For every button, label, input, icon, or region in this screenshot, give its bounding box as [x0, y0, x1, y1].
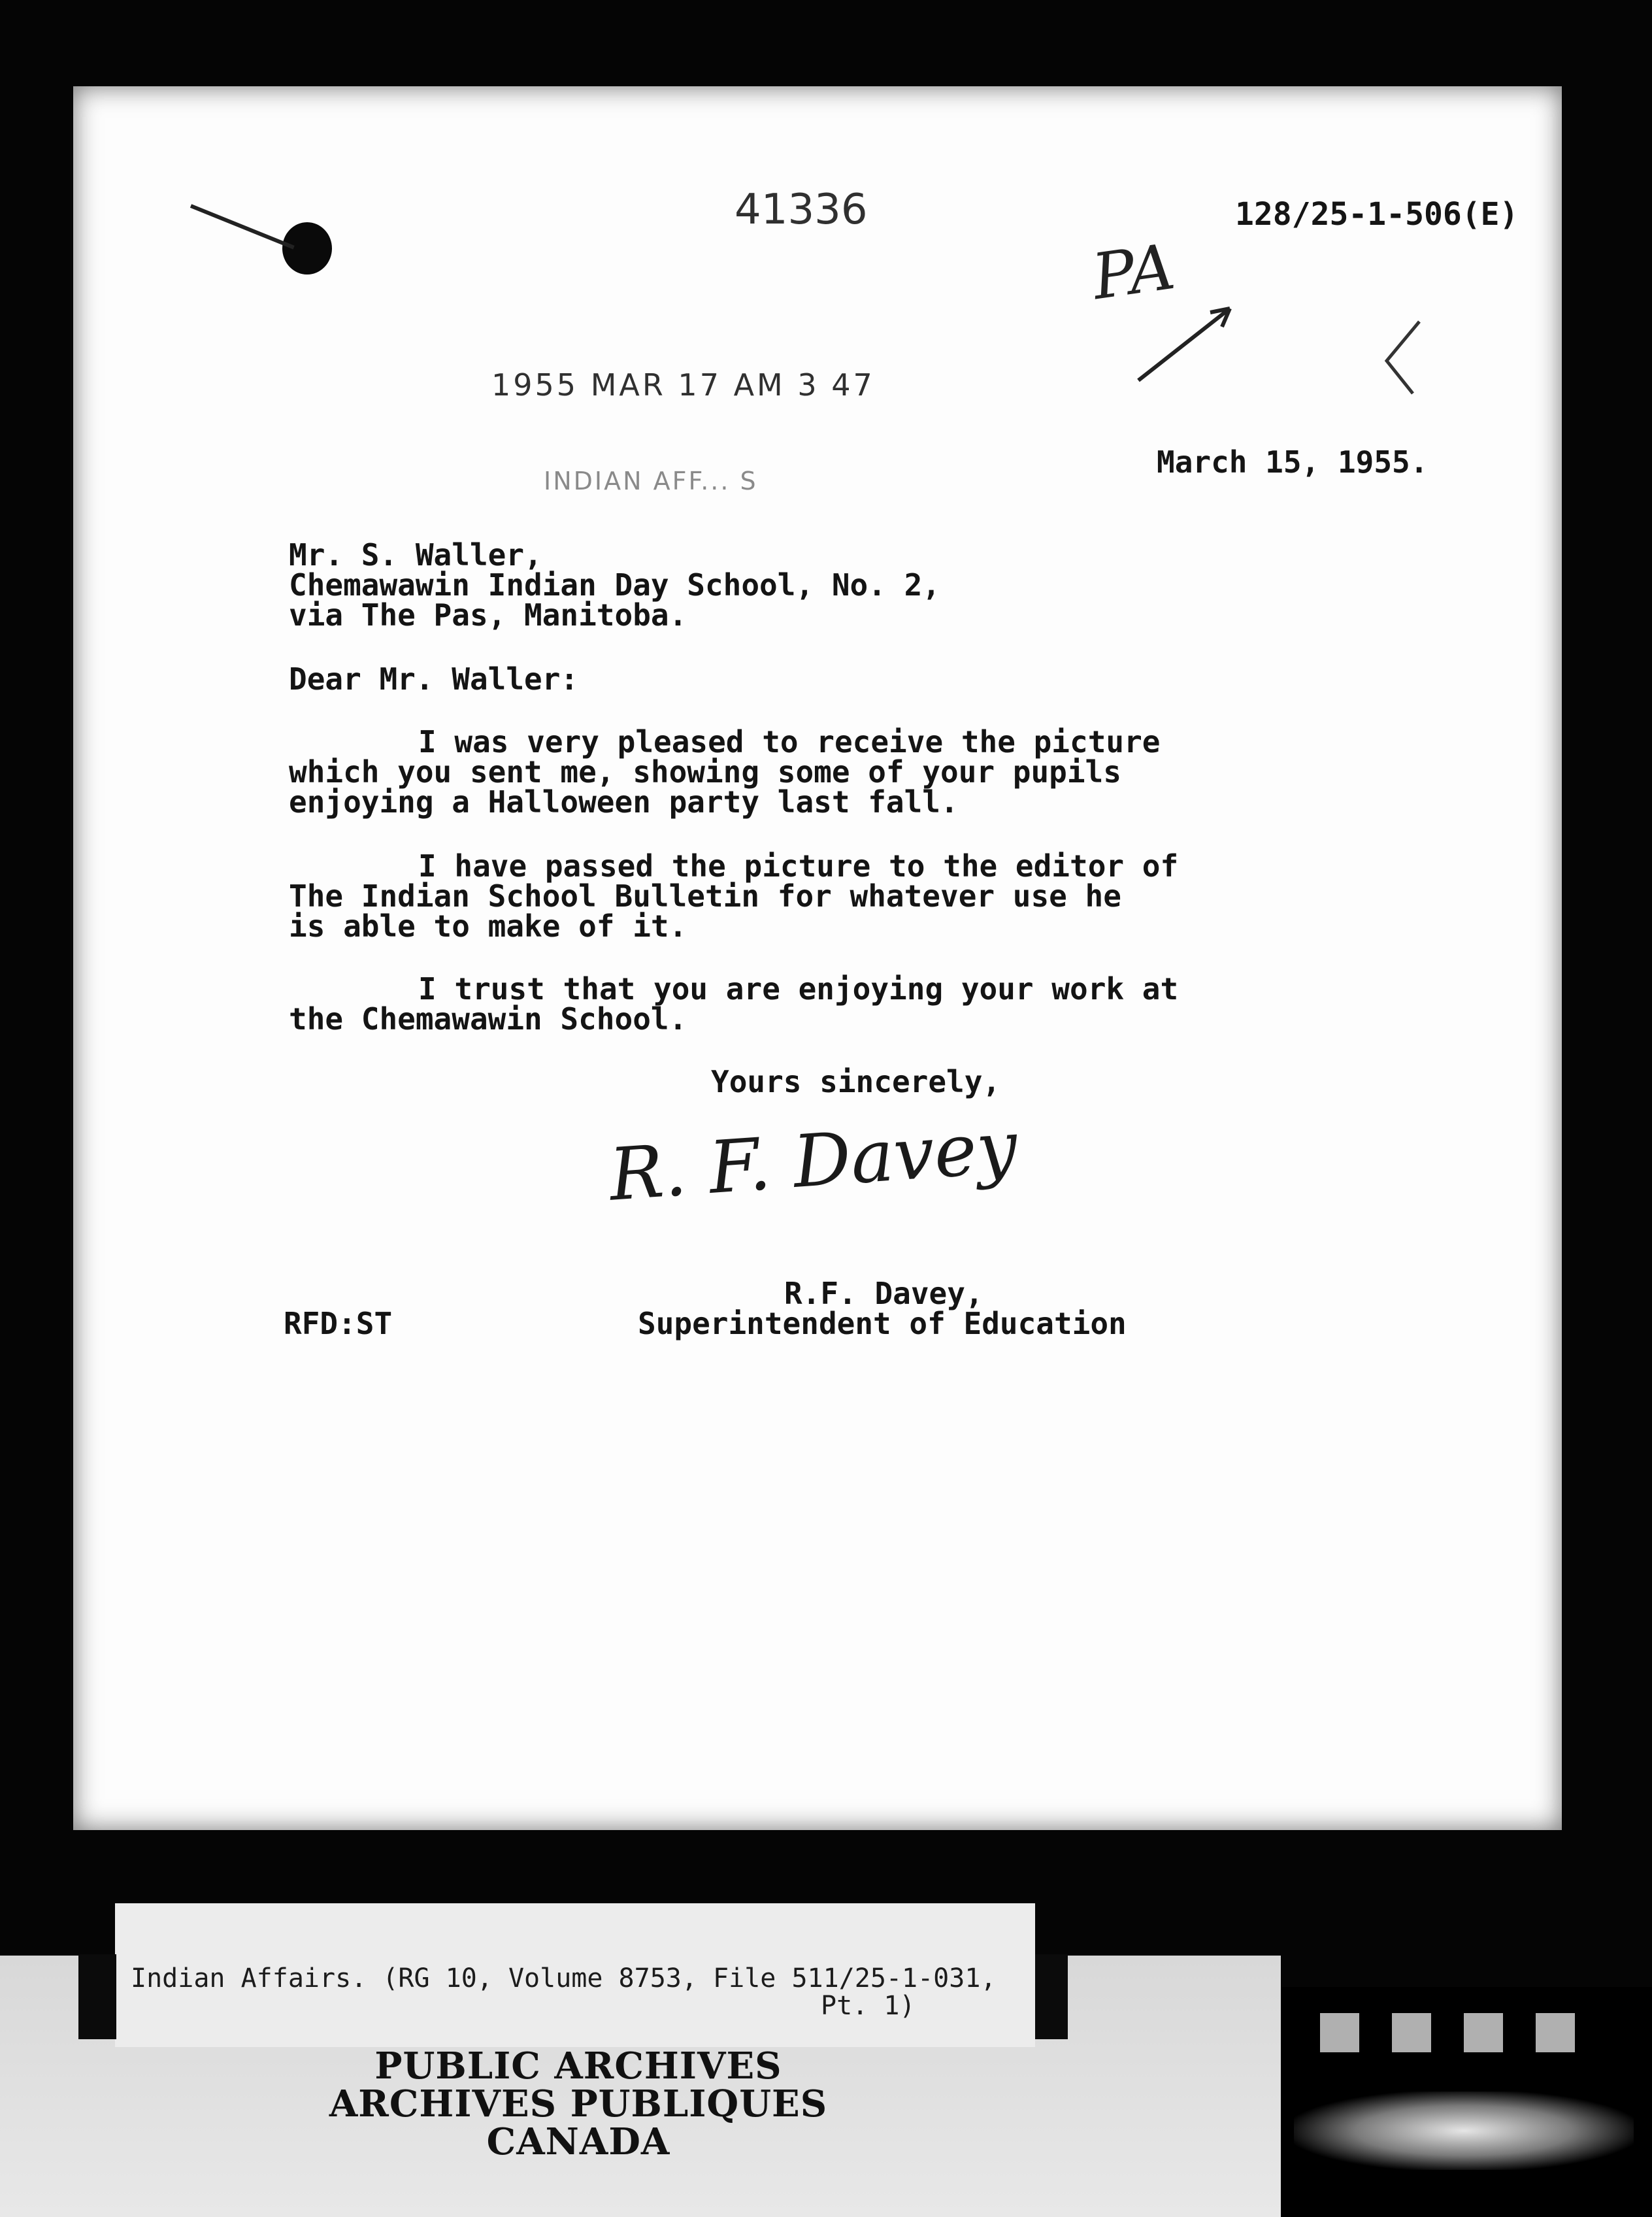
paragraph-line: I was very pleased to receive the picture	[418, 724, 1161, 759]
paragraph-line: I trust that you are enjoying your work at	[418, 971, 1179, 1007]
paragraph-line: is able to make of it.	[289, 908, 687, 944]
handwritten-signature: R. F. Davey	[606, 1105, 1020, 1217]
paragraph-line: which you sent me, showing some of your pupils	[289, 754, 1121, 790]
label-tab-right	[1035, 1954, 1068, 2039]
signer-name: R.F. Davey,	[784, 1276, 983, 1311]
signer-title: Superintendent of Education	[638, 1306, 1127, 1341]
recipient-line: Chemawawin Indian Day School, No. 2,	[289, 567, 940, 603]
recipient-line: Mr. S. Waller,	[289, 537, 542, 573]
handwritten-initials: PA	[1087, 229, 1180, 314]
punch-hole	[282, 222, 332, 275]
registry-number: 41336	[735, 186, 868, 234]
letter-page	[73, 86, 1562, 1830]
check-mark	[1374, 315, 1439, 407]
recipient-line: via The Pas, Manitoba.	[289, 597, 687, 633]
handwritten-arrow	[1132, 269, 1276, 387]
pen-mark	[190, 204, 295, 249]
reference-initials: RFD:ST	[284, 1306, 393, 1341]
label-tab-left	[78, 1954, 116, 2039]
salutation: Dear Mr. Waller:	[289, 661, 579, 697]
citation-line: Pt. 1)	[821, 1991, 916, 2021]
department-stamp: INDIAN AFF... S	[544, 467, 758, 495]
film-frame-edge	[1281, 1987, 1652, 2217]
archive-country: CANADA	[486, 2120, 670, 2163]
archive-name-en: PUBLIC ARCHIVES	[374, 2044, 782, 2088]
citation-line: Indian Affairs. (RG 10, Volume 8753, File 511/25-1-031,	[131, 1963, 997, 1993]
paragraph-line: enjoying a Halloween party last fall.	[289, 784, 959, 820]
closing: Yours sincerely,	[711, 1064, 1001, 1099]
file-number: 128/25-1-506(E)	[1235, 196, 1519, 233]
paragraph-line: the Chemawawin School.	[289, 1001, 687, 1037]
letter-date: March 15, 1955.	[1157, 444, 1429, 480]
received-stamp: 1955 MAR 17 AM 3 47	[491, 367, 875, 403]
paragraph-line: I have passed the picture to the editor of	[418, 848, 1179, 884]
archive-name-fr: ARCHIVES PUBLIQUES	[329, 2082, 828, 2125]
paragraph-line: The Indian School Bulletin for whatever use he	[289, 878, 1121, 914]
